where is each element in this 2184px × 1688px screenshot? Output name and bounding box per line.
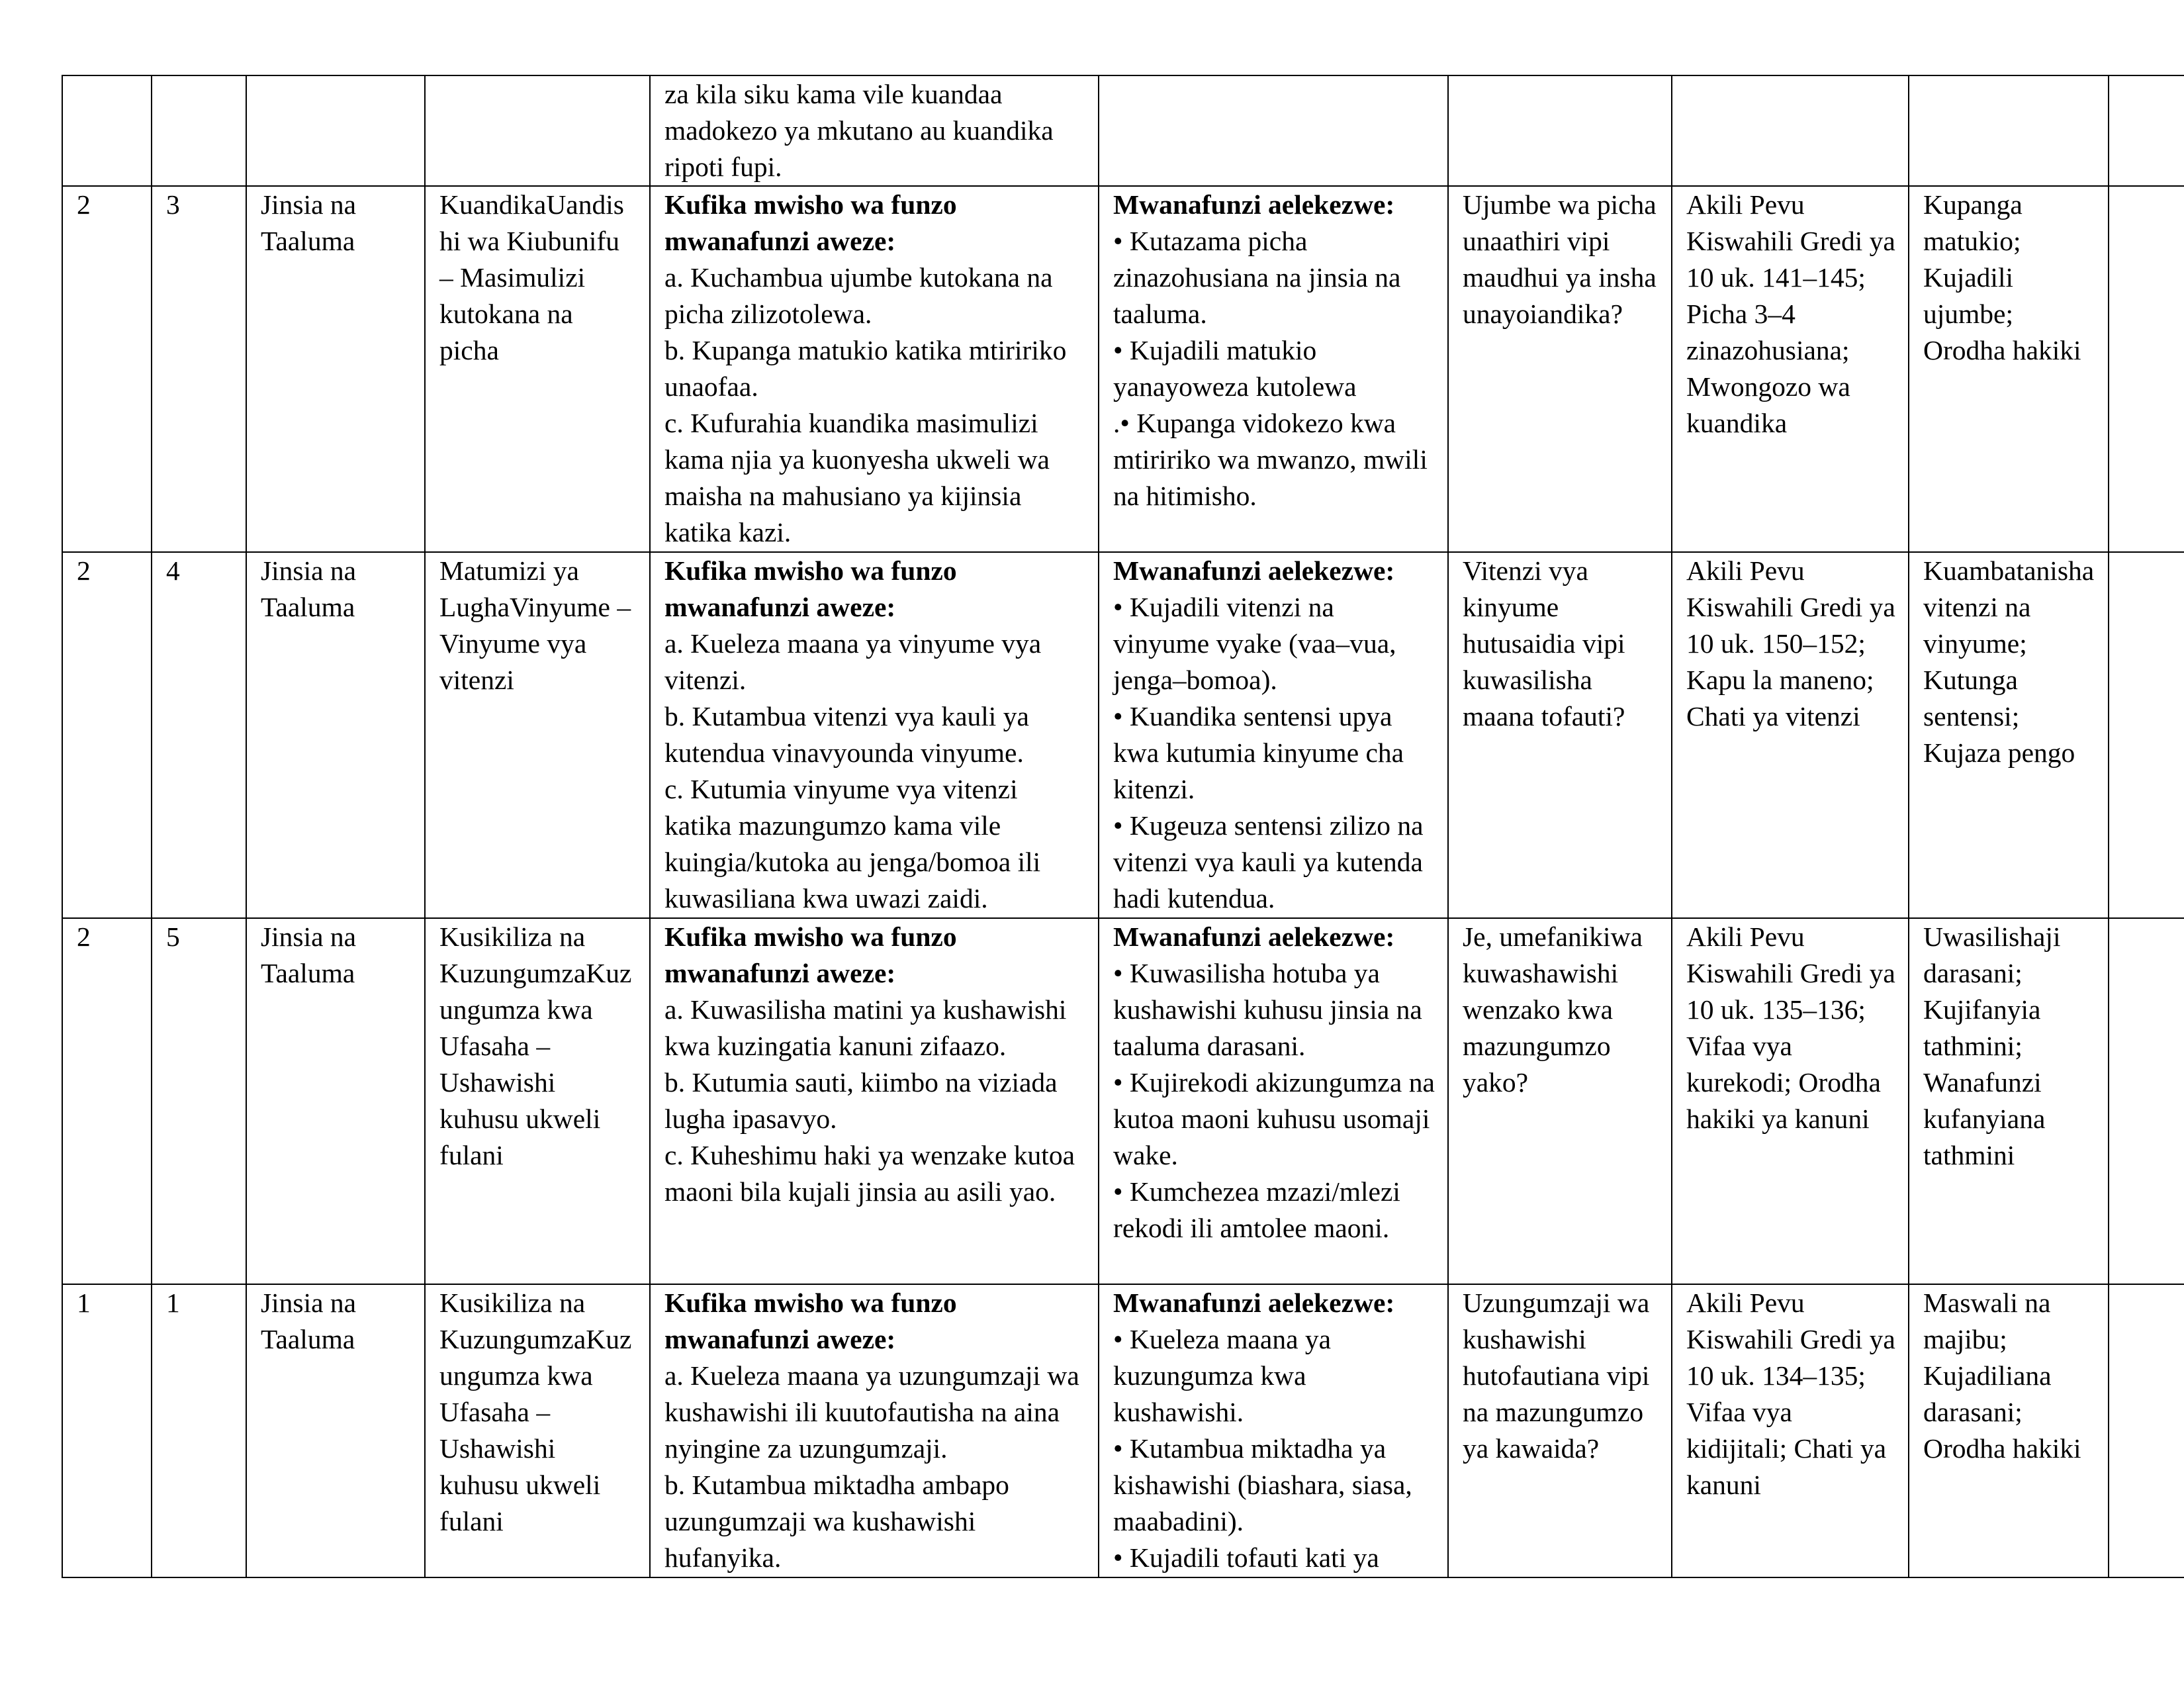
remarks-cell	[2109, 186, 2184, 552]
resources-cell: Akili Pevu Kiswahili Gredi ya 10 uk. 150–152; Kapu la maneno; Chati ya vitenzi	[1672, 552, 1909, 918]
outcomes-cell	[650, 186, 1099, 552]
outcome-item: c. Kuheshimu haki ya wenzake kutoa maoni bila kujali jinsia au asili yao.	[664, 1140, 1075, 1207]
experience-item: • Kujadili matukio yanayoweza kutolewa	[1113, 335, 1357, 402]
table-row	[62, 1284, 2184, 1577]
outcomes-heading: Kufika mwisho wa funzo mwanafunzi aweze:	[664, 189, 957, 256]
experiences-cell	[1099, 1284, 1448, 1577]
experiences-cell	[1099, 918, 1448, 1284]
lesson-cell: 5	[152, 918, 246, 1284]
week-cell: 2	[62, 552, 152, 918]
outcomes-cell	[650, 918, 1099, 1284]
week-cell: 2	[62, 918, 152, 1284]
assessment-cell	[1909, 75, 2109, 186]
outcome-item: za kila siku kama vile kuandaa madokezo ya mkutano au kuandika ripoti fupi.	[664, 79, 1054, 182]
table-body	[62, 75, 2184, 1577]
theme-cell: Jinsia na Taaluma	[246, 1284, 425, 1577]
experiences-cell	[1099, 186, 1448, 552]
lesson-cell: 4	[152, 552, 246, 918]
outcome-item: c. Kutumia vinyume vya vitenzi katika mazungumzo kama vile kuingia/kutoka au jenga/bomoa ili kuwasiliana kwa uwazi zaidi.	[664, 774, 1041, 914]
experience-item: • Kuwasilisha hotuba ya kushawishi kuhusu jinsia na taaluma darasani.	[1113, 958, 1422, 1061]
resources-cell	[1672, 75, 1909, 186]
outcome-item: b. Kupanga matukio katika mtiririko unaofaa.	[664, 335, 1067, 402]
experience-item: • Kujadili vitenzi na vinyume vyake (vaa–vua, jenga–bomoa).	[1113, 592, 1396, 695]
theme-cell	[246, 75, 425, 186]
subtheme-cell: KuandikaUandishi wa Kiubunifu – Masimulizi kutokana na picha	[425, 186, 650, 552]
outcomes-cell	[650, 552, 1099, 918]
subtheme-cell: Kusikiliza na KuzungumzaKuzungumza kwa Ufasaha – Ushawishi kuhusu ukweli fulani	[425, 1284, 650, 1577]
table-row	[62, 552, 2184, 918]
inquiry-question-cell: Uzungumzaji wa kushawishi hutofautiana vipi na mazungumzo ya kawaida?	[1448, 1284, 1672, 1577]
theme-cell: Jinsia na Taaluma	[246, 918, 425, 1284]
outcomes-heading: Kufika mwisho wa funzo mwanafunzi aweze:	[664, 921, 957, 988]
experiences-heading: Mwanafunzi aelekezwe:	[1113, 1288, 1395, 1318]
experience-item: • Kumchezea mzazi/mlezi rekodi ili amtolee maoni.	[1113, 1176, 1400, 1243]
inquiry-question-cell: Ujumbe wa picha unaathiri vipi maudhui ya insha unayoiandika?	[1448, 186, 1672, 552]
experience-item: • Kueleza maana ya kuzungumza kwa kushawishi.	[1113, 1324, 1332, 1427]
table-row	[62, 75, 2184, 186]
outcome-item: a. Kueleza maana ya uzungumzaji wa kushawishi ili kuutofautisha na aina nyingine za uzungumzaji.	[664, 1360, 1079, 1464]
experiences-cell	[1099, 552, 1448, 918]
experiences-cell	[1099, 75, 1448, 186]
experience-item: • Kuandika sentensi upya kwa kutumia kinyume cha kitenzi.	[1113, 701, 1404, 804]
outcome-item: b. Kutumia sauti, kiimbo na viziada lugha ipasavyo.	[664, 1067, 1058, 1134]
remarks-cell	[2109, 552, 2184, 918]
table-row	[62, 186, 2184, 552]
outcome-item: a. Kuchambua ujumbe kutokana na picha zilizotolewa.	[664, 262, 1053, 329]
subtheme-cell	[425, 75, 650, 186]
assessment-cell: Kuambatanisha vitenzi na vinyume; Kutunga sentensi; Kujaza pengo	[1909, 552, 2109, 918]
subtheme-cell: Matumizi ya LughaVinyume – Vinyume vya vitenzi	[425, 552, 650, 918]
experiences-heading: Mwanafunzi aelekezwe:	[1113, 921, 1395, 952]
experience-item: • Kugeuza sentensi zilizo na vitenzi vya kauli ya kutenda hadi kutendua.	[1113, 810, 1424, 914]
resources-cell: Akili Pevu Kiswahili Gredi ya 10 uk. 134–135; Vifaa vya kidijitali; Chati ya kanuni	[1672, 1284, 1909, 1577]
inquiry-question-cell: Je, umefanikiwa kuwashawishi wenzako kwa mazungumzo yako?	[1448, 918, 1672, 1284]
theme-cell: Jinsia na Taaluma	[246, 552, 425, 918]
outcome-item: a. Kueleza maana ya vinyume vya vitenzi.	[664, 628, 1042, 695]
inquiry-question-cell	[1448, 75, 1672, 186]
week-cell: 1	[62, 1284, 152, 1577]
resources-cell: Akili Pevu Kiswahili Gredi ya 10 uk. 141–145; Picha 3–4 zinazohusiana; Mwongozo wa kuandika	[1672, 186, 1909, 552]
lesson-cell: 3	[152, 186, 246, 552]
remarks-cell	[2109, 918, 2184, 1284]
experience-item: • Kujirekodi akizungumza na kutoa maoni kuhusu usomaji wake.	[1113, 1067, 1435, 1170]
assessment-cell: Kupanga matukio; Kujadili ujumbe; Orodha hakiki	[1909, 186, 2109, 552]
experiences-heading: Mwanafunzi aelekezwe:	[1113, 189, 1395, 220]
outcomes-heading: Kufika mwisho wa funzo mwanafunzi aweze:	[664, 555, 957, 622]
outcome-item: b. Kutambua vitenzi vya kauli ya kutendua vinavyounda vinyume.	[664, 701, 1029, 768]
experience-item: • Kutambua miktadha ya kishawishi (biashara, siasa, maabadini).	[1113, 1433, 1412, 1536]
experience-item: • Kujadili tofauti kati ya	[1113, 1542, 1379, 1573]
table-row	[62, 918, 2184, 1284]
remarks-cell	[2109, 75, 2184, 186]
lesson-cell	[152, 75, 246, 186]
outcomes-cell	[650, 1284, 1099, 1577]
remarks-cell	[2109, 1284, 2184, 1577]
outcome-item: c. Kufurahia kuandika masimulizi kama njia ya kuonyesha ukweli wa maisha na mahusiano ya kijinsia katika kazi.	[664, 408, 1050, 547]
lesson-cell: 1	[152, 1284, 246, 1577]
experiences-heading: Mwanafunzi aelekezwe:	[1113, 555, 1395, 586]
resources-cell: Akili Pevu Kiswahili Gredi ya 10 uk. 135–136; Vifaa vya kurekodi; Orodha hakiki ya kanuni	[1672, 918, 1909, 1284]
inquiry-question-cell: Vitenzi vya kinyume hutusaidia vipi kuwasilisha maana tofauti?	[1448, 552, 1672, 918]
scheme-of-work-table	[62, 75, 2184, 1578]
assessment-cell: Maswali na majibu; Kujadiliana darasani; Orodha hakiki	[1909, 1284, 2109, 1577]
assessment-cell: Uwasilishaji darasani; Kujifanyia tathmini; Wanafunzi kufanyiana tathmini	[1909, 918, 2109, 1284]
outcomes-cell	[650, 75, 1099, 186]
week-cell	[62, 75, 152, 186]
experience-item: • Kutazama picha zinazohusiana na jinsia na taaluma.	[1113, 226, 1401, 329]
outcome-item: a. Kuwasilisha matini ya kushawishi kwa kuzingatia kanuni zifaazo.	[664, 994, 1067, 1061]
week-cell: 2	[62, 186, 152, 552]
outcomes-heading: Kufika mwisho wa funzo mwanafunzi aweze:	[664, 1288, 957, 1354]
subtheme-cell: Kusikiliza na KuzungumzaKuzungumza kwa Ufasaha – Ushawishi kuhusu ukweli fulani	[425, 918, 650, 1284]
experience-item: .• Kupanga vidokezo kwa mtiririko wa mwanzo, mwili na hitimisho.	[1113, 408, 1428, 511]
theme-cell: Jinsia na Taaluma	[246, 186, 425, 552]
outcome-item: b. Kutambua miktadha ambapo uzungumzaji wa kushawishi hufanyika.	[664, 1470, 1009, 1573]
